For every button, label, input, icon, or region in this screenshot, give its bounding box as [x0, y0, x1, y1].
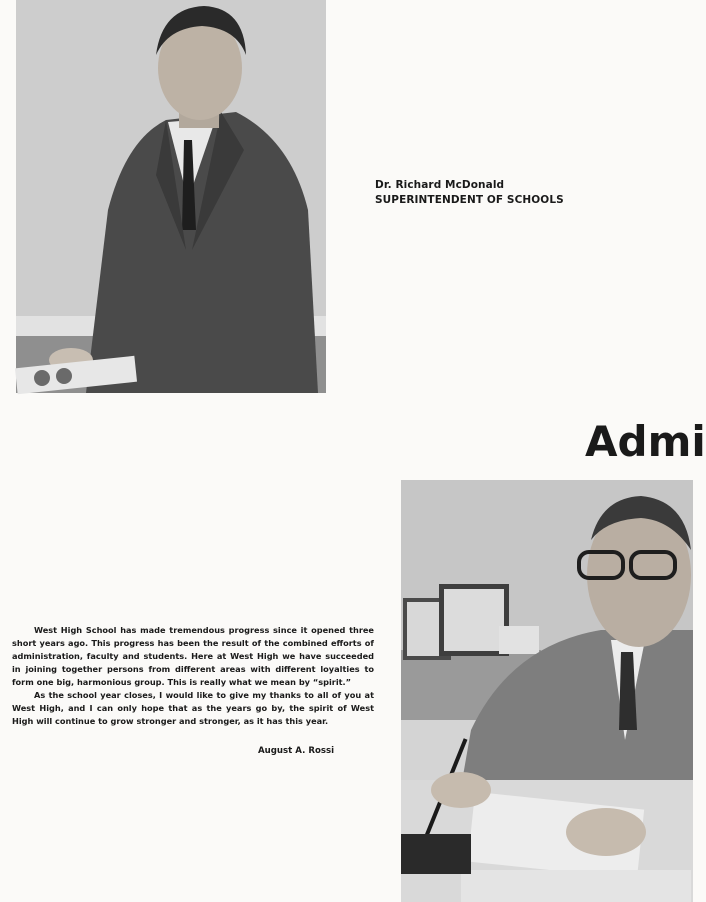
section-heading: Admi: [585, 417, 706, 466]
principal-photo: [401, 480, 693, 902]
principal-letter: [12, 624, 374, 728]
superintendent-name: Dr. Richard McDonald: [375, 179, 505, 191]
letter-paragraph: As the school year closes, I would like to give my thanks to all of you at West High, and I can only hope that as the years go by, the spirit of West High will continue to grow stronger and stronger, as it has this year.: [12, 690, 374, 726]
superintendent-title: SUPERINTENDENT OF SCHOOLS: [375, 194, 564, 206]
letter-paragraph: West High School has made tremendous progress since it opened three short years ago. This progress has been the result of the combined efforts of administration, faculty and students. Here at West High we have succeeded in joining together persons from different areas with different loyalties to form one big, harmonious group. This is really what we mean by “spirit.”: [12, 625, 374, 687]
superintendent-photo: [16, 0, 326, 393]
letter-signature: August A. Rossi: [258, 746, 335, 756]
superintendent-caption: [375, 178, 564, 208]
